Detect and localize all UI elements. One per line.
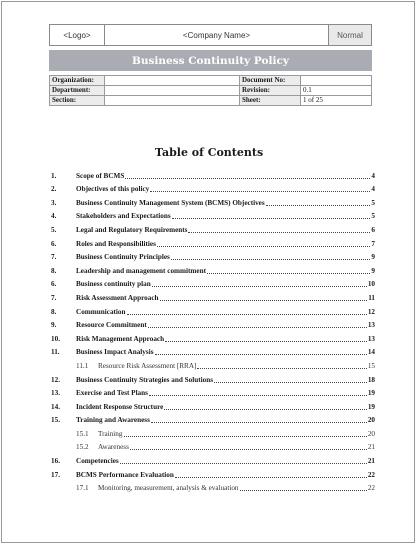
- toc-entry[interactable]: [51, 398, 375, 412]
- document-info-table: [49, 75, 372, 106]
- toc-entry-page: 9: [371, 266, 375, 275]
- toc-entry-title[interactable]: Risk Management Approach: [76, 334, 165, 343]
- toc-leader-dots: [165, 340, 367, 342]
- toc-leader-dots: [266, 204, 371, 206]
- toc-leader-dots: [148, 326, 367, 328]
- toc-entry[interactable]: [51, 167, 375, 181]
- toc-entry-title[interactable]: Business Continuity Principles: [76, 253, 170, 262]
- toc-leader-dots: [160, 299, 368, 301]
- toc-entry[interactable]: [51, 235, 375, 249]
- info-row-department: [50, 86, 372, 96]
- toc-leader-dots: [214, 381, 367, 383]
- toc-entry-page: 13: [367, 321, 375, 330]
- toc-entry-title[interactable]: Leadership and management commitment: [76, 266, 206, 275]
- toc-entry-page: 6: [371, 225, 375, 234]
- toc-leader-dots: [149, 394, 367, 396]
- toc-leader-dots: [152, 285, 367, 287]
- toc-entry-title[interactable]: Scope of BCMS: [76, 171, 125, 180]
- toc-entry[interactable]: [51, 344, 375, 358]
- organization-value: [105, 76, 240, 86]
- toc-entry[interactable]: [51, 480, 375, 494]
- toc-entry-page: 9: [371, 253, 375, 262]
- toc-entry-number: 14.: [51, 402, 60, 411]
- toc-entry-page: 5: [371, 198, 375, 207]
- toc-entry-page: 5: [371, 212, 375, 221]
- toc-entry[interactable]: [51, 357, 375, 371]
- toc-entry-page: 15: [367, 361, 375, 370]
- toc-entry-number: 15.: [51, 416, 60, 425]
- toc-entry-title[interactable]: Objectives of this policy: [76, 185, 150, 194]
- toc-entry-title[interactable]: Exercise and Test Plans: [76, 389, 148, 398]
- toc-entry-number: 7.: [51, 253, 57, 262]
- toc-entry-number: 11.: [51, 348, 60, 357]
- toc-entry-title[interactable]: Competencies: [76, 457, 119, 466]
- department-label: Department:: [50, 86, 105, 96]
- toc-entry-page: 21: [367, 443, 375, 452]
- info-row-section: [50, 96, 372, 106]
- toc-entry-number: 4.: [51, 212, 57, 221]
- toc-leader-dots: [151, 421, 367, 423]
- policy-title-banner: [49, 50, 372, 71]
- toc-entry-number: 8.: [51, 266, 57, 275]
- toc-entry-page: 4: [371, 185, 375, 194]
- toc-entry-page: 20: [367, 416, 375, 425]
- toc-entry-page: 21: [367, 457, 375, 466]
- toc-entry[interactable]: [51, 289, 375, 303]
- toc-entry[interactable]: [51, 452, 375, 466]
- toc-leader-dots: [150, 190, 370, 192]
- toc-entry-page: 20: [367, 429, 375, 438]
- toc-entry[interactable]: [51, 249, 375, 263]
- toc-entry-page: 18: [367, 375, 375, 384]
- toc-entry-title[interactable]: Business Impact Analysis: [76, 348, 154, 357]
- toc-leader-dots: [155, 353, 367, 355]
- toc-entry-title[interactable]: Training and Awareness: [76, 416, 150, 425]
- toc-entry-title[interactable]: Business Continuity Management System (BCMS) Objectives: [76, 198, 265, 207]
- toc-leader-dots: [157, 245, 371, 247]
- toc-leader-dots: [171, 258, 371, 260]
- toc-entry[interactable]: [51, 303, 375, 317]
- toc-entry[interactable]: [51, 262, 375, 276]
- toc-entry-title[interactable]: Incident Response Structure: [76, 402, 164, 411]
- toc-entry[interactable]: [51, 385, 375, 399]
- toc-entry-number: 5.: [51, 225, 57, 234]
- toc-leader-dots: [197, 367, 366, 369]
- toc-entry-number: 7.: [51, 293, 57, 302]
- toc-entry-title[interactable]: Communication: [76, 307, 126, 316]
- toc-entry-number: 15.1: [76, 429, 89, 438]
- toc-entry-title[interactable]: Business Continuity Strategies and Solutions: [76, 375, 213, 384]
- document-header: [49, 24, 372, 46]
- toc-entry[interactable]: [51, 181, 375, 195]
- toc-entry[interactable]: [51, 425, 375, 439]
- sheet-value: 1 of 25: [301, 96, 372, 106]
- toc-leader-dots: [164, 408, 366, 410]
- toc-entry-number: 3.: [51, 198, 57, 207]
- toc-entry-page: 12: [367, 307, 375, 316]
- table-of-contents: [51, 167, 375, 493]
- toc-entry-number: 10.: [51, 334, 60, 343]
- toc-entry[interactable]: [51, 330, 375, 344]
- sheet-label: Sheet:: [240, 96, 301, 106]
- toc-entry-number: 15.2: [76, 443, 89, 452]
- toc-entry[interactable]: [51, 439, 375, 453]
- toc-entry-number: 17.1: [76, 484, 89, 493]
- document-page: [1, 1, 415, 543]
- toc-entry-title[interactable]: Training: [98, 429, 123, 438]
- toc-entry-page: 7: [371, 239, 375, 248]
- toc-entry-number: 11.1: [76, 361, 89, 370]
- toc-entry-title[interactable]: Awareness: [98, 443, 129, 452]
- toc-entry-page: 19: [367, 389, 375, 398]
- toc-entry[interactable]: [51, 466, 375, 480]
- toc-entry-number: 1.: [51, 171, 57, 180]
- toc-entry-number: 13.: [51, 389, 60, 398]
- toc-leader-dots: [127, 313, 367, 315]
- logo-placeholder: <Logo>: [50, 25, 105, 45]
- department-value: [105, 86, 240, 96]
- toc-entry-title[interactable]: BCMS Performance Evaluation: [76, 470, 174, 479]
- toc-entry-title[interactable]: Risk Assessment Approach: [76, 293, 159, 302]
- toc-entry-title[interactable]: Resource Commitment: [76, 321, 147, 330]
- toc-entry-number: 2.: [51, 185, 57, 194]
- toc-entry[interactable]: [51, 371, 375, 385]
- toc-leader-dots: [130, 448, 367, 450]
- document-no-label: Document No:: [240, 76, 301, 86]
- toc-entry-title[interactable]: Legal and Regulatory Requirements: [76, 225, 188, 234]
- toc-entry-number: 8.: [51, 307, 57, 316]
- toc-entry-title[interactable]: Monitoring, measurement, analysis & evaluation: [98, 484, 239, 493]
- toc-entry[interactable]: [51, 208, 375, 222]
- toc-entry-page: 13: [367, 334, 375, 343]
- toc-entry-title[interactable]: Roles and Responsibilities: [76, 239, 156, 248]
- toc-entry-page: 22: [367, 484, 375, 493]
- toc-leader-dots: [125, 177, 370, 179]
- toc-leader-dots: [188, 231, 370, 233]
- company-name-placeholder: <Company Name>: [105, 25, 329, 45]
- toc-entry-title[interactable]: Business continuity plan: [76, 280, 151, 289]
- toc-entry-title[interactable]: Resource Risk Assessment [RRA]: [98, 361, 197, 370]
- toc-entry[interactable]: [51, 194, 375, 208]
- toc-entry[interactable]: [51, 317, 375, 331]
- document-no-value: [301, 76, 372, 86]
- toc-entry-number: 6.: [51, 239, 57, 248]
- info-row-organization: [50, 76, 372, 86]
- section-value: [105, 96, 240, 106]
- toc-entry-page: 10: [367, 280, 375, 289]
- toc-entry-page: 4: [371, 171, 375, 180]
- toc-leader-dots: [240, 489, 367, 491]
- toc-entry-number: 12.: [51, 375, 60, 384]
- style-label: Normal: [329, 25, 371, 45]
- toc-entry-number: 16.: [51, 457, 60, 466]
- revision-value: 0.1: [301, 86, 372, 96]
- toc-entry[interactable]: [51, 412, 375, 426]
- toc-entry-number: 6.: [51, 280, 57, 289]
- toc-entry[interactable]: [51, 276, 375, 290]
- section-label: Section:: [50, 96, 105, 106]
- policy-title: Business Continuity Policy: [132, 54, 289, 67]
- toc-leader-dots: [175, 476, 367, 478]
- toc-leader-dots: [207, 272, 370, 274]
- toc-entry[interactable]: [51, 221, 375, 235]
- toc-leader-dots: [124, 435, 367, 437]
- toc-heading: Table of Contents: [154, 146, 264, 159]
- toc-entry-number: 17.: [51, 470, 60, 479]
- toc-entry-number: 9.: [51, 321, 57, 330]
- toc-leader-dots: [172, 217, 371, 219]
- toc-entry-page: 11: [368, 293, 375, 302]
- toc-entry-page: 22: [367, 470, 375, 479]
- toc-entry-page: 14: [367, 348, 375, 357]
- revision-label: Revision:: [240, 86, 301, 96]
- toc-entry-page: 19: [367, 402, 375, 411]
- organization-label: Organization:: [50, 76, 105, 86]
- toc-entry-title[interactable]: Stakeholders and Expectations: [76, 212, 171, 221]
- toc-leader-dots: [120, 462, 367, 464]
